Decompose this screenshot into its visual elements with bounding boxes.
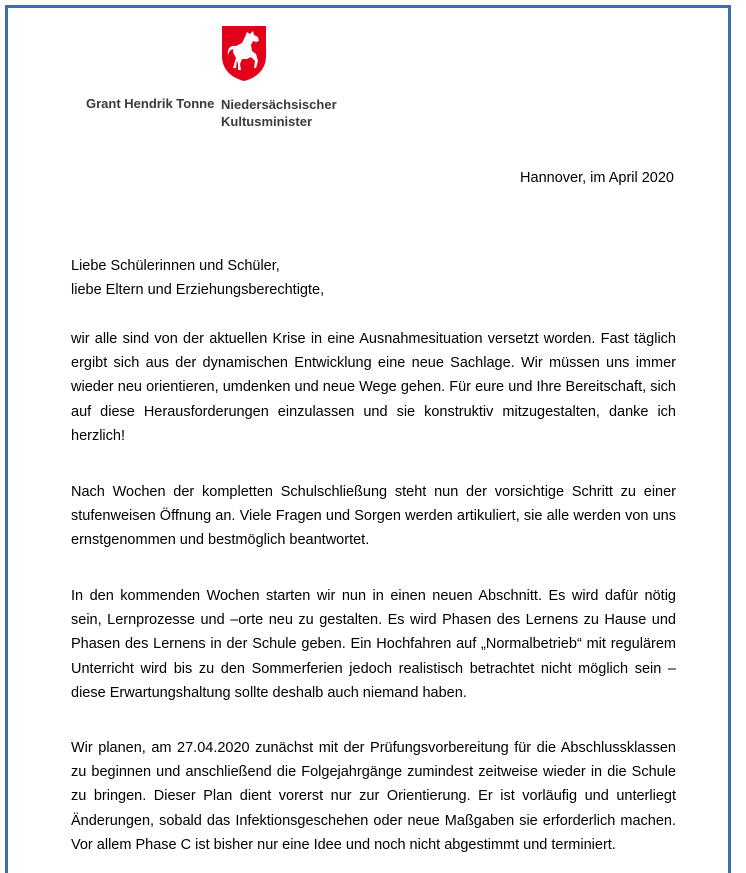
sender-org-line-2: Kultusminister xyxy=(221,114,313,129)
salutation-line-1: Liebe Schülerinnen und Schüler, xyxy=(71,258,280,274)
letter-paragraph-2: Nach Wochen der kompletten Schulschließung steht nun der vorsichtige Schritt zu einer stufenweisen Öffnung an. Viele Fragen und Sorgen werden artikuliert, sie alle werden von uns ernstgenommen und bestmöglich beantwortet. xyxy=(71,484,676,549)
letter-salutation xyxy=(71,254,324,302)
sender-organization xyxy=(221,96,337,130)
letter-paragraph-1: wir alle sind von der aktuellen Krise in eine Ausnahmesituation versetzt worden. Fast täglich ergibt sich aus der dynamischen Entwicklung eine neue Sachlage. Wir müssen uns immer wieder neu orientieren, umdenken und neue Wege gehen. Für eure und Ihre Bereitschaft, sich auf diese Herausforderungen einzulassen und sie konstruktiv mitzugestalten, danke ich herzlich! xyxy=(71,331,676,444)
sender-org-line-1: Niedersächsischer xyxy=(221,97,337,112)
lower-saxony-horse-coat-of-arms-icon xyxy=(220,24,268,82)
sender-name: Grant Hendrik Tonne xyxy=(86,96,215,111)
letter-paragraph-4: Wir planen, am 27.04.2020 zunächst mit der Prüfungsvorbereitung für die Abschlussklassen zu beginnen und anschließend die Folgejahrgänge zumindest zeitweise wieder in die Schule zu bringen. Dieser Plan dient vorerst nur zur Orientierung. Er ist vorläufig und unterliegt Änderungen, sobald das Infektionsgeschehen oder neue Maßgaben sie erforderlich machen. Vor allem Phase C ist bisher nur eine Idee und noch nicht abgestimmt und terminiert. xyxy=(71,740,676,853)
letter-dateline: Hannover, im April 2020 xyxy=(520,170,674,186)
salutation-line-2: liebe Eltern und Erziehungsberechtigte, xyxy=(71,282,325,298)
letter-paragraph-3: In den kommenden Wochen starten wir nun in einen neuen Abschnitt. Es wird dafür nötig sein, Lernprozesse und –orte neu zu gestalten. Es wird Phasen des Lernens zu Hause und Phasen des Lernens in der Schule geben. Ein Hochfahren auf „Normalbetrieb“ mit regulärem Unterricht wird bis zu den Sommerferien jedoch realistisch betrachtet nicht möglich sein – diese Erwartungshaltung sollte deshalb auch niemand haben. xyxy=(71,588,676,701)
